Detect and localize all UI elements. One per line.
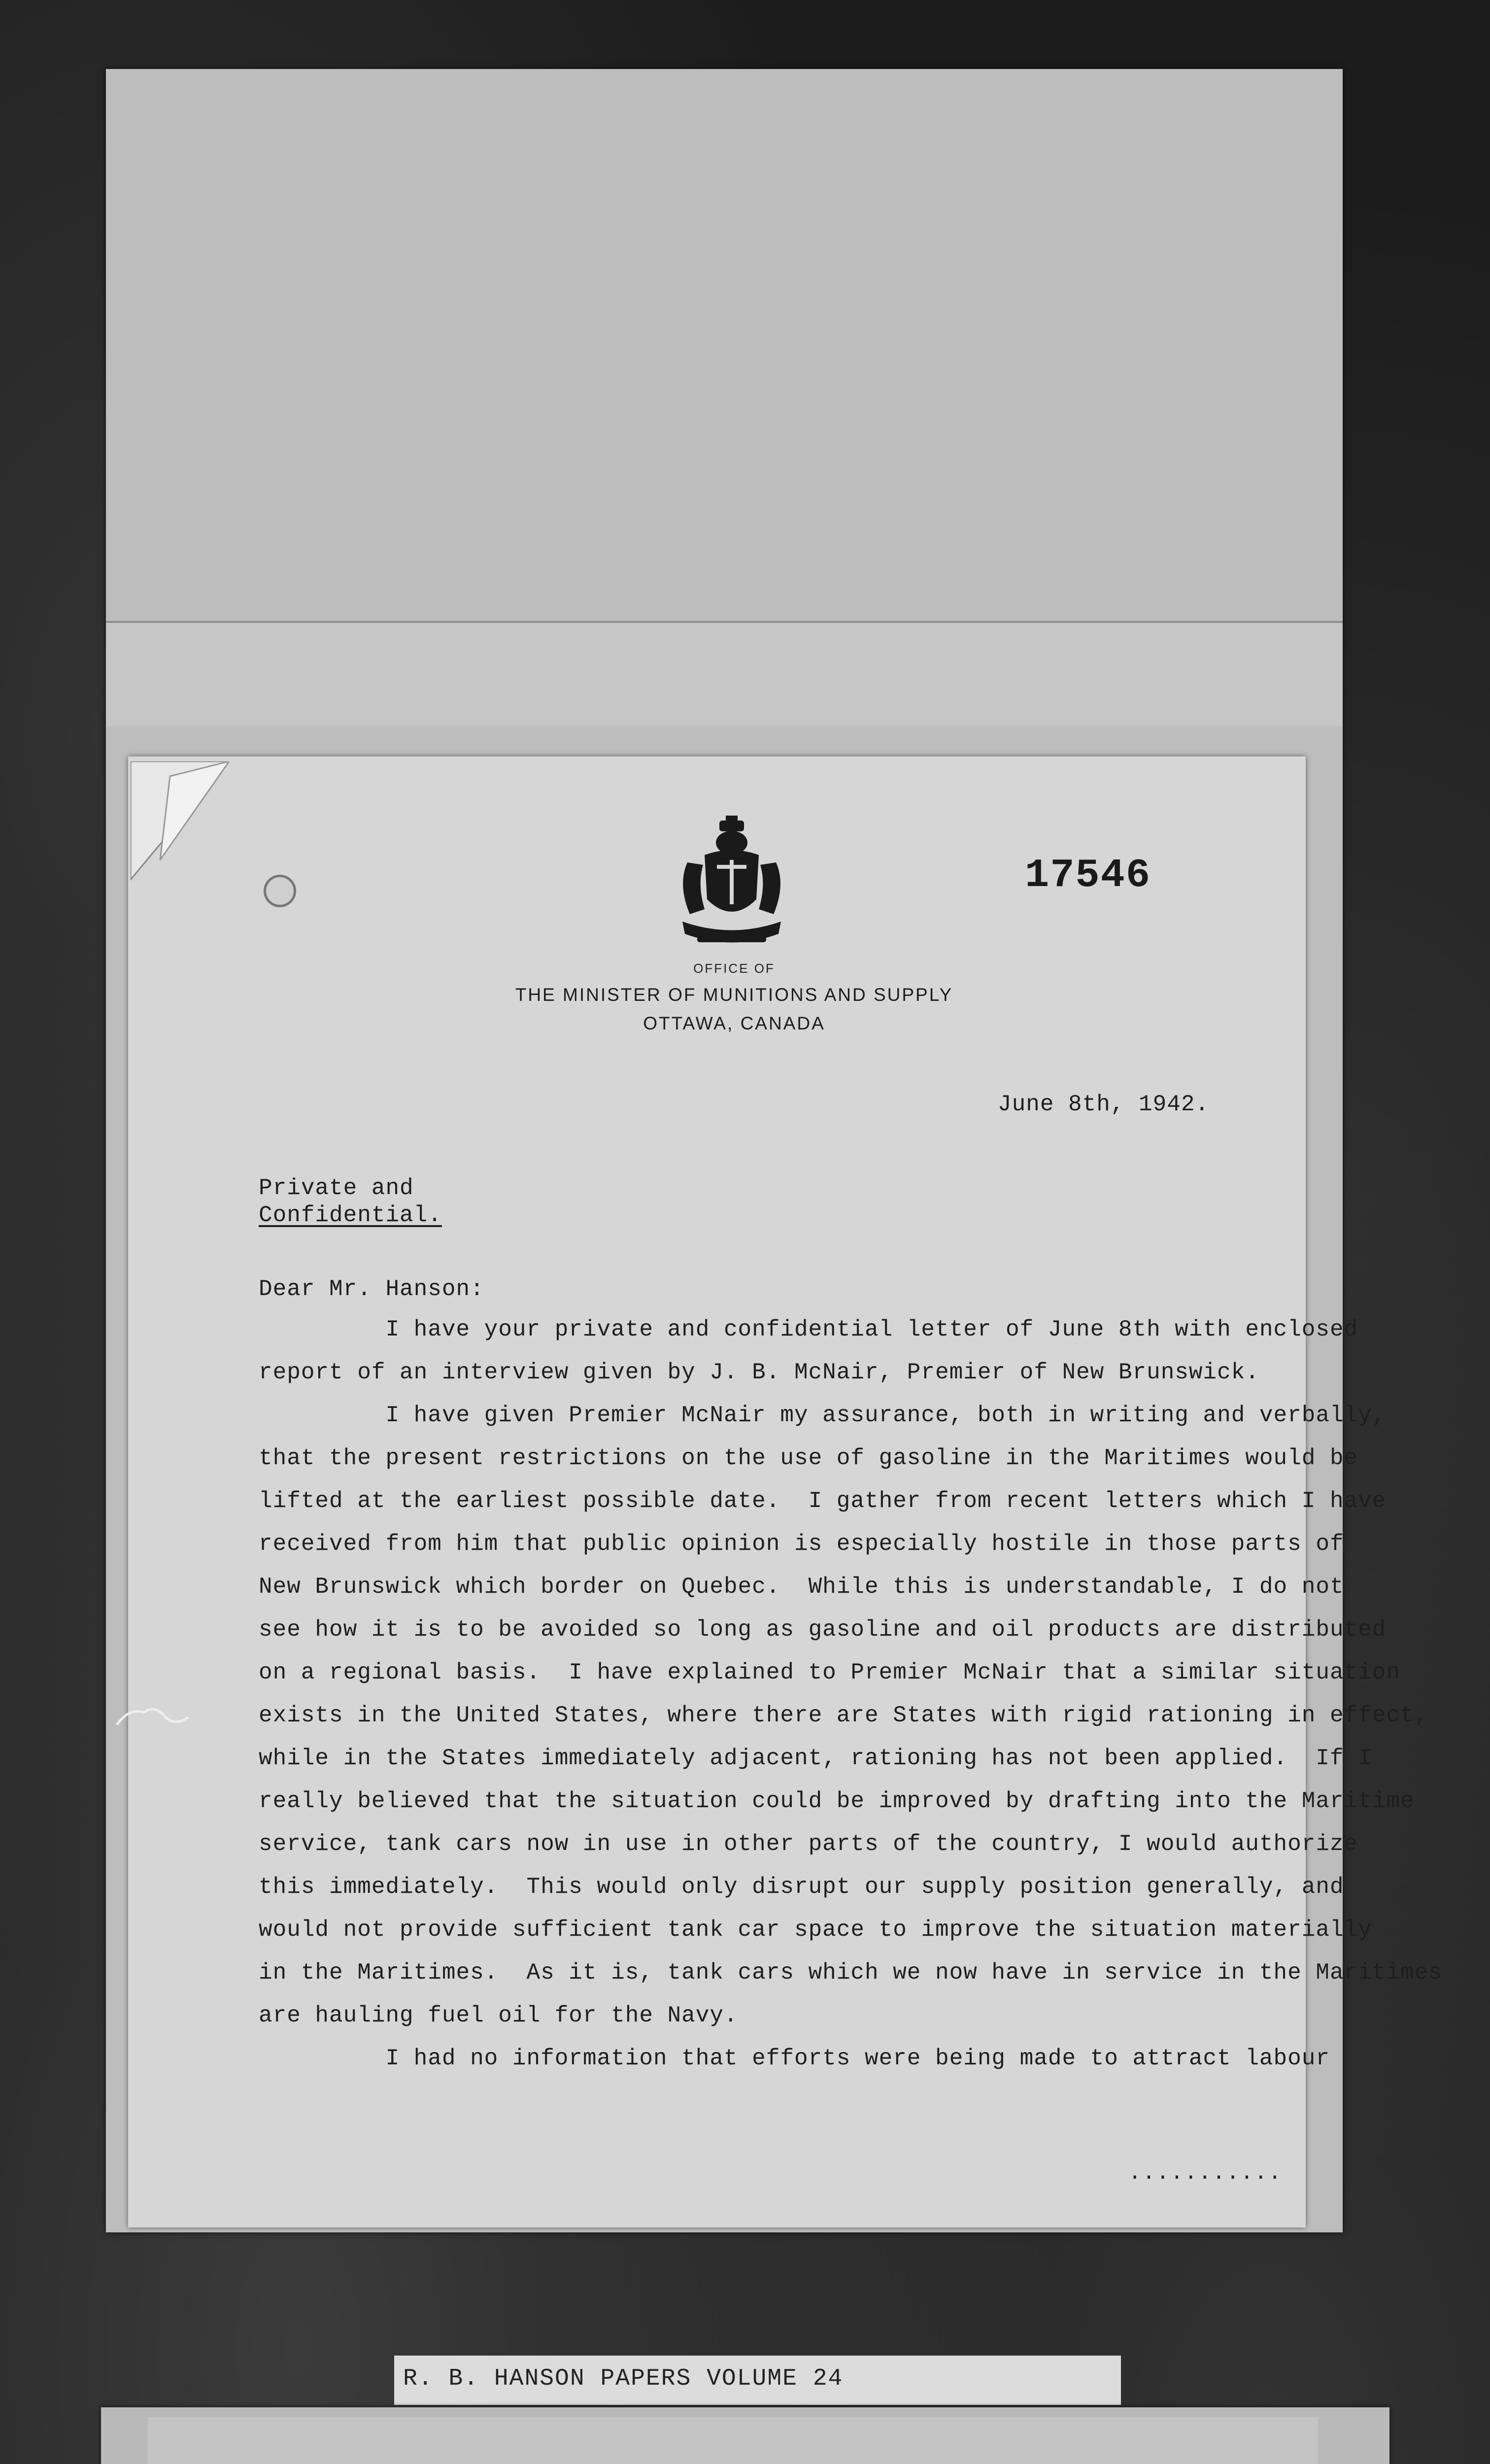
- privacy-line-1: Private and: [259, 1175, 414, 1201]
- body-line: that the present restrictions on the use of gasoline in the Maritimes would be: [259, 1445, 1358, 1471]
- body-line: I had no information that efforts were being made to attract labour: [259, 2046, 1330, 2071]
- body-line: report of an interview given by J. B. McNair, Premier of New Brunswick.: [259, 1360, 1259, 1385]
- body-line: service, tank cars now in use in other parts of the country, I would authorize: [259, 1831, 1358, 1857]
- document-number: 17546: [1025, 853, 1151, 898]
- coat-of-arms-icon: [668, 816, 796, 954]
- body-line: would not provide sufficient tank car space to improve the situation materially: [259, 1917, 1372, 1943]
- body-line: New Brunswick which border on Quebec. While this is understandable, I do not: [259, 1574, 1344, 1600]
- dog-ear-corner: [131, 761, 229, 890]
- salutation: Dear Mr. Hanson:: [259, 1276, 484, 1302]
- body-line: on a regional basis. I have explained to Premier McNair that a similar situation: [259, 1660, 1400, 1685]
- pencil-mark-icon: [114, 1703, 193, 1732]
- body-line: I have your private and confidential letter of June 8th with enclosed: [259, 1317, 1358, 1342]
- body-line: see how it is to be avoided so long as gasoline and oil products are distributed: [259, 1617, 1387, 1643]
- continuation-dots: ...........: [1128, 2161, 1283, 2186]
- letterhead-city: OTTAWA, CANADA: [643, 1013, 825, 1033]
- body-line: I have given Premier McNair my assurance, both in writing and verbally,: [259, 1403, 1387, 1428]
- letterhead-ministry: THE MINISTER OF MUNITIONS AND SUPPLY: [515, 985, 953, 1005]
- body-line: lifted at the earliest possible date. I gather from recent letters which I have: [259, 1488, 1387, 1514]
- folded-flap: [106, 621, 1343, 726]
- letterhead-office-of: OFFICE OF: [693, 961, 775, 976]
- body-line: are hauling fuel oil for the Navy.: [259, 2003, 738, 2028]
- body-line: this immediately. This would only disrupt our supply position generally, and: [259, 1874, 1344, 1900]
- body-line: while in the States immediately adjacent, rationing has not been applied. If I: [259, 1745, 1372, 1771]
- archive-tag-text: R. B. HANSON PAPERS VOLUME 24: [403, 2365, 844, 2392]
- archives-stamp-inner: [148, 2417, 1318, 2464]
- letter-body: [259, 1308, 1443, 2080]
- privacy-line-2: Confidential.: [259, 1202, 442, 1228]
- body-line: in the Maritimes. As it is, tank cars which we now have in service in the Maritimes: [259, 1960, 1443, 1985]
- body-line: received from him that public opinion is especially hostile in those parts of: [259, 1531, 1344, 1557]
- body-line: exists in the United States, where there are States with rigid rationing in effect,: [259, 1703, 1429, 1728]
- letter-date: June 8th, 1942.: [998, 1092, 1210, 1117]
- body-line: really believed that the situation could be improved by drafting into the Maritime: [259, 1788, 1415, 1814]
- punch-hole: [264, 875, 296, 907]
